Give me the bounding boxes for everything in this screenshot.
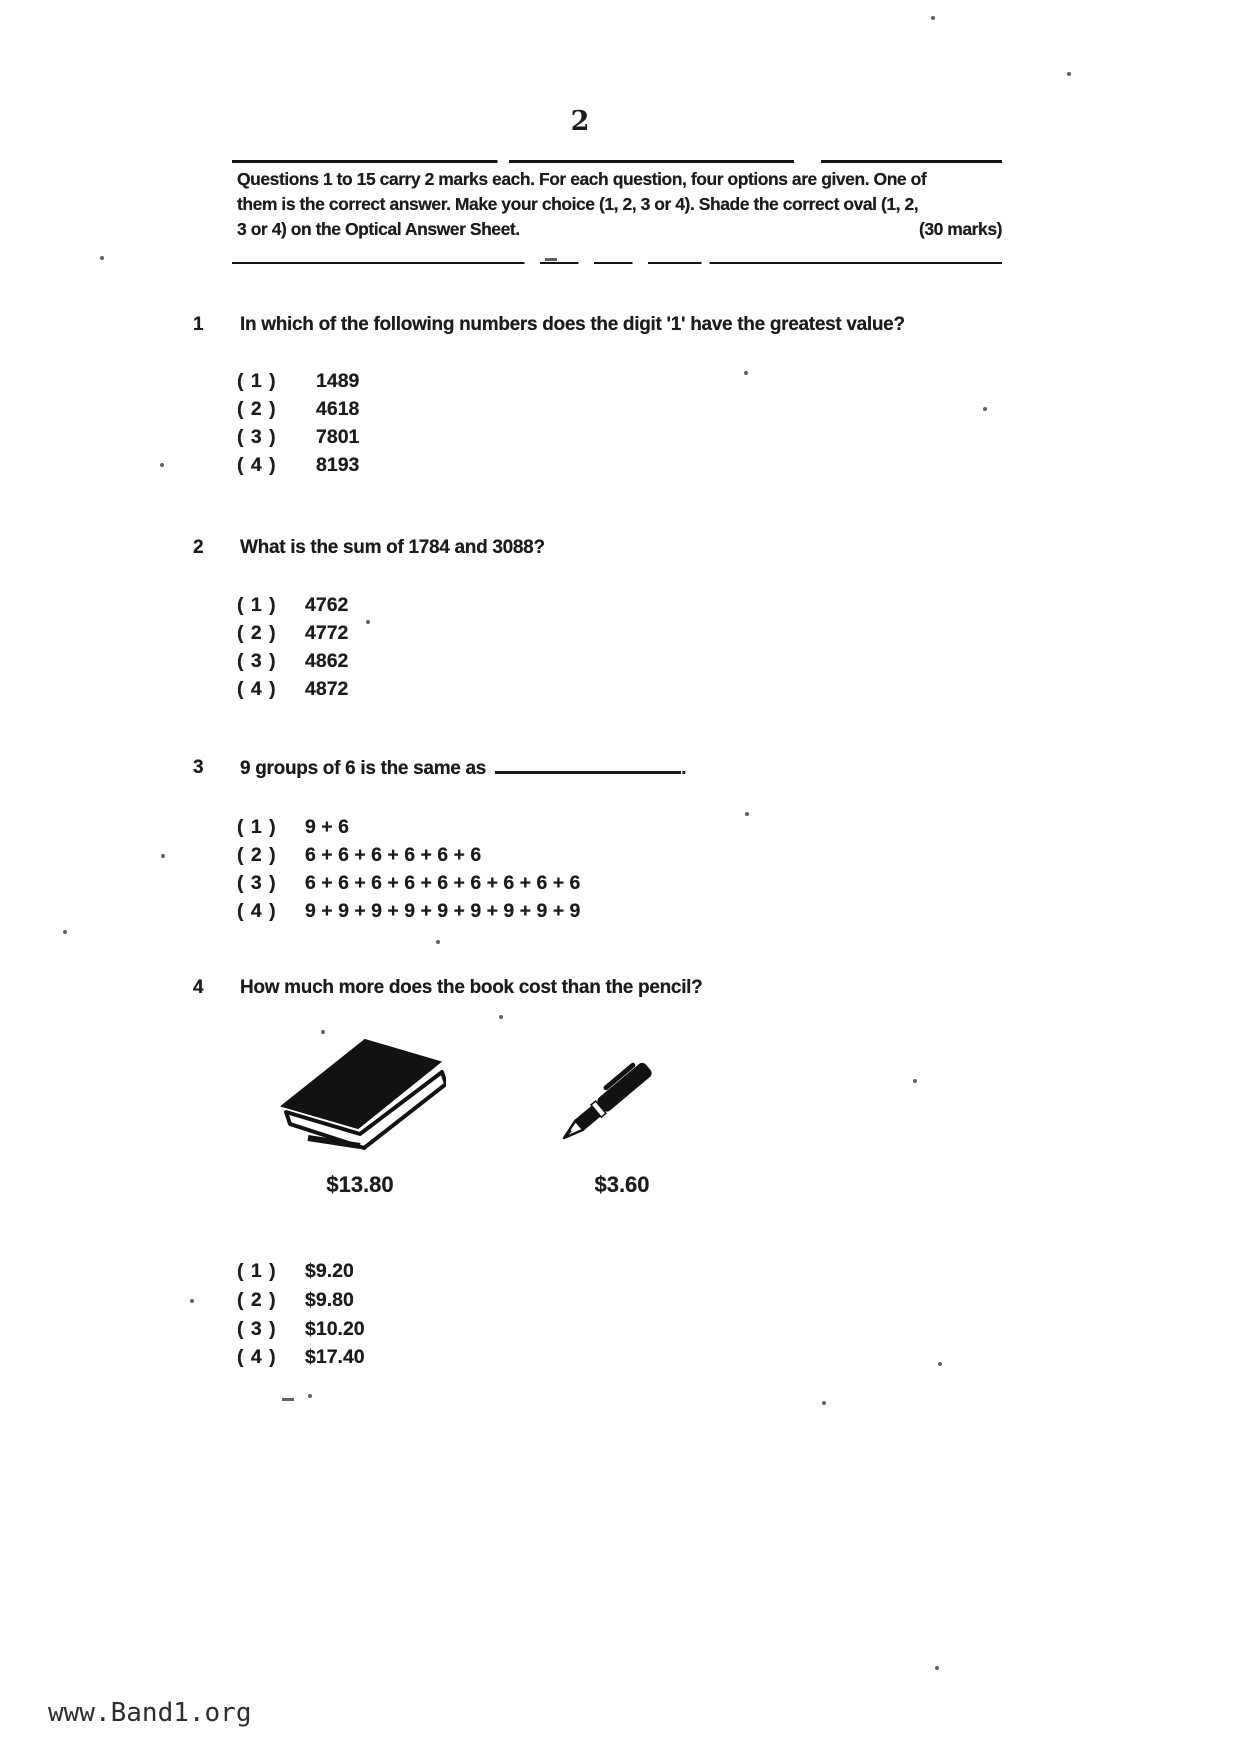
scan-speck — [308, 1394, 312, 1398]
option-value: $9.20 — [305, 1260, 354, 1282]
marks-label: (30 marks) — [918, 219, 1002, 239]
scan-speck — [321, 1030, 325, 1034]
question-2-option-4 — [237, 678, 348, 701]
option-label: ( 2 ) — [237, 398, 277, 420]
option-label: ( 2 ) — [237, 1289, 277, 1311]
question-3-text-before-blank: 9 groups of 6 is the same as — [240, 758, 487, 779]
scan-speck — [931, 16, 935, 20]
question-1-option-4 — [237, 454, 359, 477]
option-label: ( 2 ) — [237, 844, 277, 866]
instructions-line-2: them is the correct answer. Make your choice (1, 2, 3 or 4). Shade the correct oval (1, 2, — [237, 194, 919, 214]
question-2-number: 2 — [193, 537, 204, 558]
option-value: $10.20 — [305, 1318, 365, 1340]
option-value: 6 + 6 + 6 + 6 + 6 + 6 — [305, 844, 482, 866]
scan-speck — [366, 620, 370, 624]
scan-speck — [1067, 72, 1071, 76]
option-label: ( 3 ) — [237, 650, 277, 672]
question-2-option-3 — [237, 650, 348, 673]
question-3-option-4 — [237, 900, 580, 923]
option-label: ( 2 ) — [237, 622, 277, 644]
option-label: ( 4 ) — [237, 454, 277, 476]
option-value: 4862 — [305, 650, 349, 672]
pen-price: $3.60 — [594, 1172, 650, 1197]
instructions-line-1: Questions 1 to 15 carry 2 marks each. For each question, four options are given. One of — [237, 169, 927, 189]
scan-speck — [63, 930, 67, 934]
option-label: ( 1 ) — [237, 370, 277, 392]
question-2-option-1 — [237, 594, 348, 617]
pen-body — [555, 1057, 654, 1145]
question-4-text: How much more does the book cost than the pencil? — [240, 977, 703, 998]
option-value: 4618 — [316, 398, 360, 420]
option-label: ( 3 ) — [237, 426, 277, 448]
scan-speck — [161, 854, 165, 858]
question-3-option-2 — [237, 844, 481, 867]
option-label: ( 1 ) — [237, 594, 277, 616]
option-label: ( 4 ) — [237, 900, 277, 922]
scan-speck — [436, 940, 440, 944]
question-4-option-3 — [237, 1318, 365, 1341]
scan-speck — [938, 1362, 942, 1366]
page-number: 2 — [570, 106, 590, 137]
question-4-option-1 — [237, 1260, 354, 1283]
question-1-option-1 — [237, 370, 359, 393]
scan-speck — [282, 1398, 294, 1401]
instructions-box — [237, 167, 1002, 242]
scan-speck — [545, 258, 557, 261]
question-2-option-2 — [237, 622, 348, 645]
scan-speck — [160, 463, 164, 467]
option-value: $17.40 — [305, 1346, 365, 1368]
question-3-text — [240, 757, 686, 780]
question-1-text: In which of the following numbers does the digit '1' have the greatest value? — [240, 314, 905, 335]
question-4-option-2 — [237, 1289, 354, 1312]
question-4-number: 4 — [193, 977, 204, 998]
book-price: $13.80 — [326, 1172, 394, 1197]
scan-speck — [100, 256, 104, 260]
scan-speck — [745, 812, 749, 816]
question-2-text: What is the sum of 1784 and 3088? — [240, 537, 545, 558]
option-label: ( 1 ) — [237, 1260, 277, 1282]
option-value: 8193 — [316, 454, 360, 476]
option-value: 6 + 6 + 6 + 6 + 6 + 6 + 6 + 6 + 6 — [305, 872, 581, 894]
book-cover — [282, 1040, 440, 1128]
instructions-line-3: 3 or 4) on the Optical Answer Sheet. — [237, 219, 520, 239]
scan-speck — [822, 1401, 826, 1405]
answer-blank-line — [495, 757, 681, 774]
option-value: 9 + 6 — [305, 816, 349, 838]
pen-illustration — [552, 1028, 692, 1153]
question-1-option-2 — [237, 398, 359, 421]
question-3-option-1 — [237, 816, 349, 839]
question-1-number: 1 — [193, 314, 204, 335]
book-illustration — [268, 1032, 446, 1164]
option-value: 4772 — [305, 622, 349, 644]
source-watermark: www.Band1.org — [48, 1698, 252, 1728]
option-value: 4872 — [305, 678, 349, 700]
option-value: 7801 — [316, 426, 360, 448]
scan-speck — [499, 1015, 503, 1019]
scan-speck — [913, 1079, 917, 1083]
question-3-option-3 — [237, 872, 580, 895]
scan-speck — [744, 371, 748, 375]
option-value: $9.80 — [305, 1289, 354, 1311]
question-1-option-3 — [237, 426, 359, 449]
option-value: 4762 — [305, 594, 349, 616]
option-label: ( 4 ) — [237, 1346, 277, 1368]
question-3-text-after-blank: . — [681, 758, 687, 779]
option-value: 9 + 9 + 9 + 9 + 9 + 9 + 9 + 9 + 9 — [305, 900, 581, 922]
scan-speck — [190, 1299, 194, 1303]
scan-speck — [935, 1666, 939, 1670]
question-3-number: 3 — [193, 757, 204, 778]
scan-speck — [983, 407, 987, 411]
option-label: ( 3 ) — [237, 872, 277, 894]
question-4-option-4 — [237, 1346, 365, 1369]
option-label: ( 3 ) — [237, 1318, 277, 1340]
instructions-top-rule — [232, 160, 1002, 163]
option-value: 1489 — [316, 370, 360, 392]
instructions-bottom-rule — [232, 262, 1002, 264]
option-label: ( 4 ) — [237, 678, 277, 700]
option-label: ( 1 ) — [237, 816, 277, 838]
